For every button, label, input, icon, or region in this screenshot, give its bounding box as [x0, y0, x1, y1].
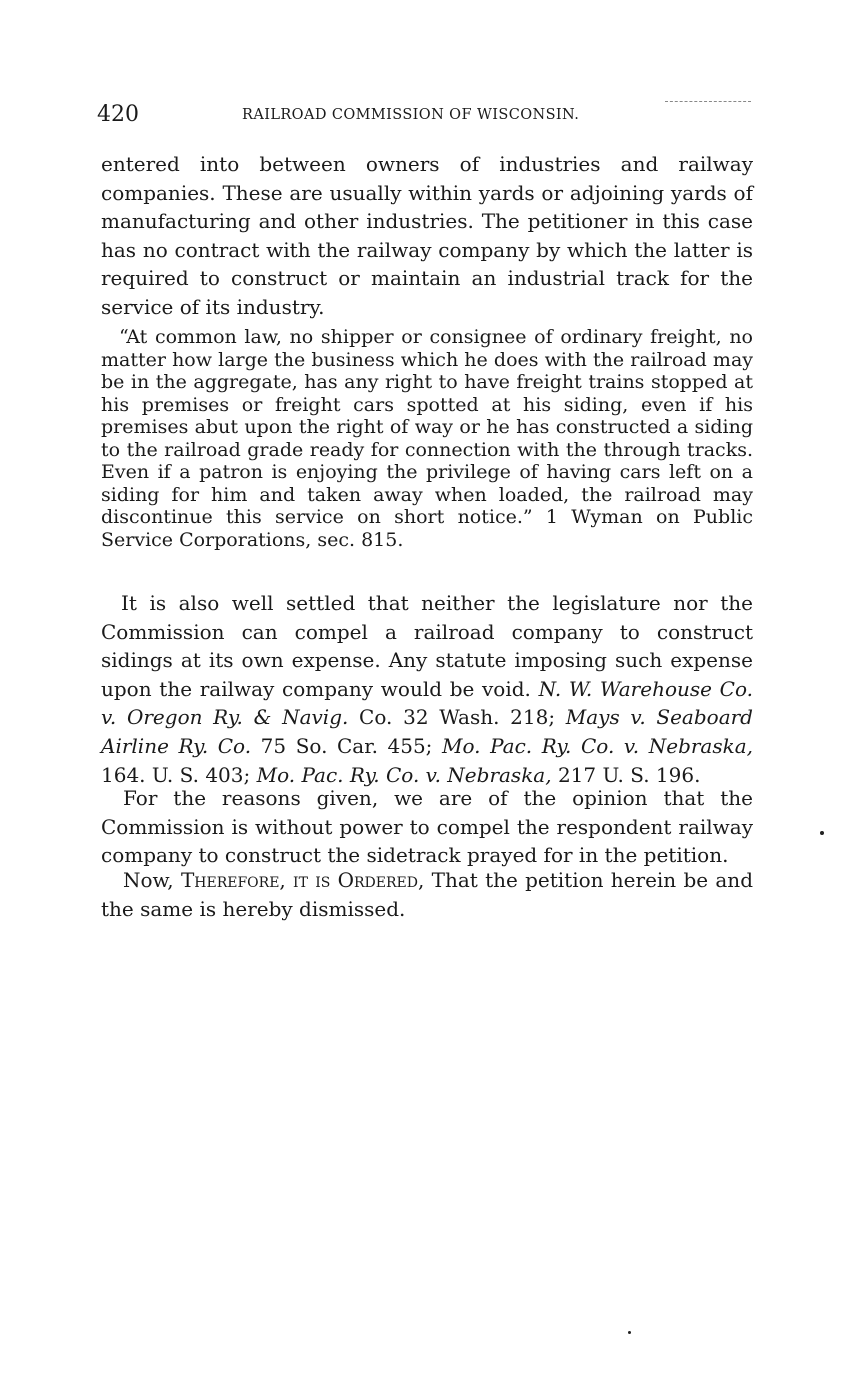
- citation-text: It is also well settled that neither the legislature nor the Commission can compel a railroad company to construct sidings at its own expense. Any statute imposing such expense upon the railway company would be void.: [101, 591, 753, 701]
- paragraph-order: [101, 866, 753, 923]
- case-name: N. W. Warehouse Co. v. Oregon Ry. & Navig.: [101, 676, 753, 730]
- citation-text: 164. U. S. 403;: [101, 762, 257, 787]
- citation-text: 75 So. Car. 455;: [251, 733, 442, 758]
- paragraph-continuation: entered into between owners of industries and railway companies. These are usually within yards or adjoining yards of manufacturing and other industries. The petitioner in this case has no contract with the railway company by which the latter is required to construct or maintain an industrial track for the service of its industry.: [101, 152, 753, 319]
- scan-speck: [628, 1331, 631, 1334]
- paragraph-opinion: [101, 784, 753, 870]
- case-name: Mo. Pac. Ry. Co. v. Nebraska,: [442, 733, 754, 758]
- citation-text: Co. 32 Wash. 218;: [348, 705, 566, 730]
- citation-text: 217 U. S. 196.: [551, 762, 701, 787]
- page-number: 420: [97, 102, 139, 127]
- case-name: Mays v. Seaboard Airline Ry. Co.: [101, 705, 753, 758]
- order-lead: Now,: [123, 868, 181, 892]
- paragraph-legal-citations: [101, 589, 753, 789]
- header-rule-mark: [665, 101, 751, 103]
- paragraph-legal-citations-text: [101, 589, 753, 789]
- running-head: RAILROAD COMMISSION OF WISCONSIN.: [242, 107, 580, 123]
- paragraph-order-text: [101, 866, 753, 923]
- case-name: Mo. Pac. Ry. Co. v. Nebraska,: [256, 762, 552, 787]
- order-formula: Therefore, it is Ordered,: [180, 868, 425, 892]
- scan-speck: [820, 831, 824, 835]
- page-header: [97, 101, 755, 129]
- block-quotation: “At common law, no shipper or consignee of ordinary freight, no matter how large the business which he does with the railroad may be in the aggregate, has any right to have freight trains stopped at his premises or freight cars spotted at his siding, even if his premises abut upon the right of way or he has constructed a siding to the railroad grade ready for connection with the through tracks. Even if a patron is enjoying the privilege of having cars left on a siding for him and taken away when loaded, the railroad may discontinue this service on short notice.” 1 Wyman on Public Service Corporations, sec. 815.: [101, 326, 753, 551]
- paragraph-opinion-text: For the reasons given, we are of the opinion that the Commission is without power to compel the respondent railway company to construct the sidetrack prayed for in the petition.: [101, 786, 753, 867]
- order-text: That the petition herein be and the same is hereby dismissed.: [101, 868, 753, 921]
